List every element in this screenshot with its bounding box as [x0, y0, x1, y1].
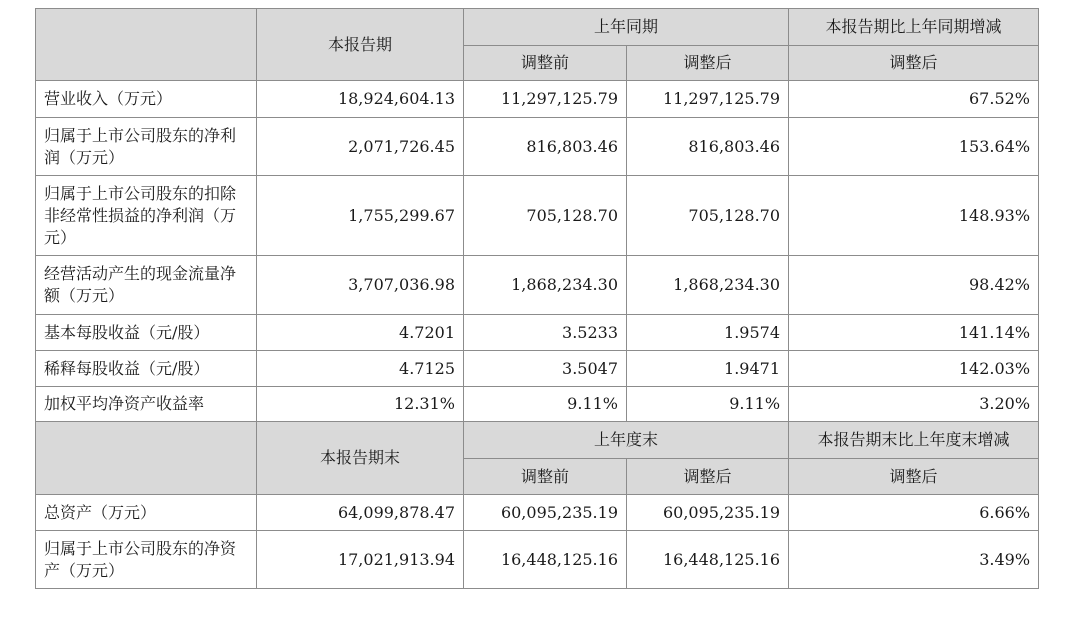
before-value: 11,297,125.79	[464, 81, 627, 118]
table-row	[36, 81, 1039, 118]
after-value: 1,868,234.30	[627, 256, 789, 315]
after-value: 816,803.46	[627, 118, 789, 176]
header-period-end: 本报告期末	[257, 422, 464, 495]
current-value: 4.7125	[257, 351, 464, 387]
row-label: 总资产（万元）	[36, 495, 257, 531]
header-before-adjustment: 调整前	[464, 459, 627, 495]
row-label: 加权平均净资产收益率	[36, 387, 257, 422]
table-row	[36, 531, 1039, 589]
change-value: 3.20%	[789, 387, 1039, 422]
row-label: 经营活动产生的现金流量净额（万元）	[36, 256, 257, 315]
current-value: 4.7201	[257, 315, 464, 351]
section2-header-row	[36, 422, 1039, 459]
header-change: 本报告期末比上年度末增减	[789, 422, 1039, 459]
before-value: 705,128.70	[464, 176, 627, 256]
current-value: 17,021,913.94	[257, 531, 464, 589]
current-value: 18,924,604.13	[257, 81, 464, 118]
financial-summary-table	[35, 8, 1039, 589]
header-current-period: 本报告期	[257, 9, 464, 81]
change-value: 3.49%	[789, 531, 1039, 589]
header-prior-period: 上年同期	[464, 9, 789, 46]
change-value: 98.42%	[789, 256, 1039, 315]
current-value: 64,099,878.47	[257, 495, 464, 531]
header-before-adjustment: 调整前	[464, 46, 627, 81]
table-row	[36, 256, 1039, 315]
current-value: 1,755,299.67	[257, 176, 464, 256]
header-after-adjustment: 调整后	[627, 459, 789, 495]
before-value: 9.11%	[464, 387, 627, 422]
after-value: 1.9574	[627, 315, 789, 351]
header-change: 本报告期比上年同期增减	[789, 9, 1039, 46]
before-value: 16,448,125.16	[464, 531, 627, 589]
after-value: 16,448,125.16	[627, 531, 789, 589]
table-row	[36, 495, 1039, 531]
change-value: 153.64%	[789, 118, 1039, 176]
after-value: 9.11%	[627, 387, 789, 422]
table-row	[36, 351, 1039, 387]
before-value: 816,803.46	[464, 118, 627, 176]
after-value: 1.9471	[627, 351, 789, 387]
header-change-after-adjustment: 调整后	[789, 459, 1039, 495]
row-label: 归属于上市公司股东的扣除非经常性损益的净利润（万元）	[36, 176, 257, 256]
change-value: 141.14%	[789, 315, 1039, 351]
before-value: 1,868,234.30	[464, 256, 627, 315]
before-value: 60,095,235.19	[464, 495, 627, 531]
change-value: 6.66%	[789, 495, 1039, 531]
header-prior-year-end: 上年度末	[464, 422, 789, 459]
change-value: 67.52%	[789, 81, 1039, 118]
table-row	[36, 315, 1039, 351]
current-value: 12.31%	[257, 387, 464, 422]
after-value: 705,128.70	[627, 176, 789, 256]
row-label: 归属于上市公司股东的净利润（万元）	[36, 118, 257, 176]
after-value: 11,297,125.79	[627, 81, 789, 118]
row-label: 稀释每股收益（元/股）	[36, 351, 257, 387]
header-blank-cell	[36, 9, 257, 81]
current-value: 2,071,726.45	[257, 118, 464, 176]
after-value: 60,095,235.19	[627, 495, 789, 531]
table-row	[36, 176, 1039, 256]
row-label: 归属于上市公司股东的净资产（万元）	[36, 531, 257, 589]
before-value: 3.5047	[464, 351, 627, 387]
table-row	[36, 118, 1039, 176]
current-value: 3,707,036.98	[257, 256, 464, 315]
before-value: 3.5233	[464, 315, 627, 351]
table-row	[36, 387, 1039, 422]
row-label: 营业收入（万元）	[36, 81, 257, 118]
header-change-after-adjustment: 调整后	[789, 46, 1039, 81]
section1-header-row	[36, 9, 1039, 46]
row-label: 基本每股收益（元/股）	[36, 315, 257, 351]
header-after-adjustment: 调整后	[627, 46, 789, 81]
change-value: 148.93%	[789, 176, 1039, 256]
change-value: 142.03%	[789, 351, 1039, 387]
header-blank-cell	[36, 422, 257, 495]
